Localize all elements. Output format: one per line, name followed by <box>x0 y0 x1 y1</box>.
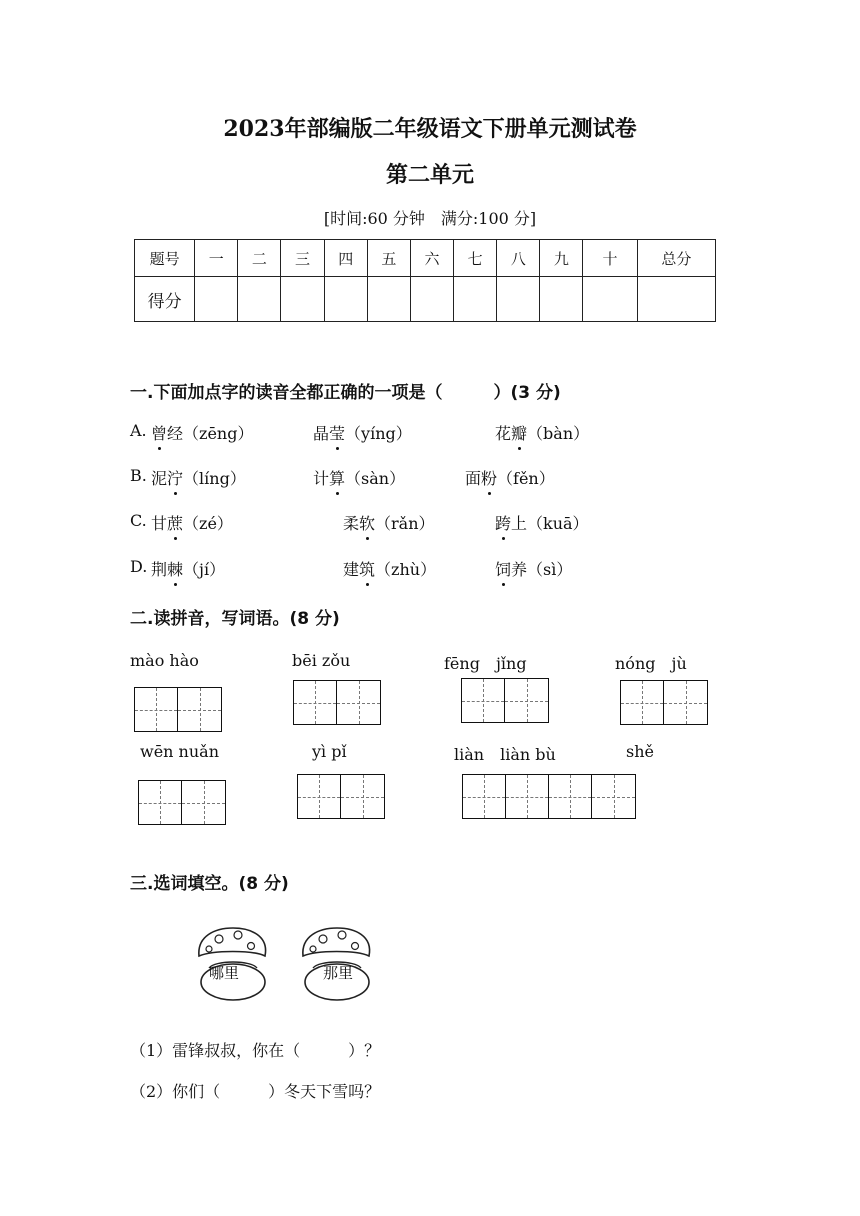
pinyin-label: shě <box>626 742 654 761</box>
writing-grid[interactable] <box>297 774 385 819</box>
option-c-item-1: 甘蔗（zé） <box>151 511 233 534</box>
score-table <box>134 239 716 322</box>
page-subtitle: 第二单元 <box>385 162 474 188</box>
option-b-item-3: 面粉（fěn） <box>465 466 555 489</box>
option-c-letter: C. <box>130 511 147 530</box>
writing-grid[interactable] <box>461 678 549 723</box>
score-table-col-total: 总分 <box>637 240 715 277</box>
writing-grid[interactable] <box>293 680 381 725</box>
option-a-item-1: 曾经（zēng） <box>151 421 253 444</box>
score-table-score-label: 得分 <box>135 277 195 322</box>
fill-question-2: （2）你们（ ）冬天下雪吗？ <box>130 1082 381 1101</box>
score-table-col: 九 <box>540 240 583 277</box>
writing-grid[interactable] <box>620 680 708 725</box>
option-c-item-3: 跨上（kuā） <box>495 511 589 534</box>
pinyin-label: liàn liàn bù <box>454 745 556 764</box>
time-score-info: [时间:60 分钟 满分:100 分] <box>323 209 537 228</box>
score-table-col: 二 <box>238 240 281 277</box>
score-cell[interactable] <box>583 277 637 322</box>
option-d-item-2: 建筑（zhù） <box>343 557 436 580</box>
score-table-col: 三 <box>281 240 324 277</box>
mushroom-word: 那里 <box>323 964 354 982</box>
section-2-title: 二.读拼音，写词语。(8 分) <box>130 609 340 629</box>
section-1-title: 一.下面加点字的读音全都正确的一项是（ ）(3 分) <box>130 383 561 403</box>
option-b-item-2: 计算（sàn） <box>313 466 405 489</box>
pinyin-label: nóng jù <box>615 654 687 673</box>
option-a-item-3: 花瓣（bàn） <box>495 421 589 444</box>
score-cell[interactable] <box>410 277 453 322</box>
score-cell[interactable] <box>367 277 410 322</box>
section-3-title: 三.选词填空。(8 分) <box>130 874 289 894</box>
option-a-item-2: 晶莹（yíng） <box>313 421 412 444</box>
option-c-item-2: 柔软（rǎn） <box>343 511 435 534</box>
score-table-col: 七 <box>454 240 497 277</box>
option-d-item-3: 饲养（sì） <box>495 557 572 580</box>
score-cell[interactable] <box>238 277 281 322</box>
score-cell[interactable] <box>281 277 324 322</box>
option-b-letter: B. <box>130 466 147 485</box>
writing-grid[interactable] <box>138 780 226 825</box>
score-table-col: 四 <box>324 240 367 277</box>
score-table-col: 一 <box>195 240 238 277</box>
pinyin-label: bēi zǒu <box>292 651 351 670</box>
score-cell[interactable] <box>195 277 238 322</box>
option-a-letter: A. <box>130 421 147 440</box>
score-cell-total[interactable] <box>637 277 715 322</box>
score-table-col: 八 <box>497 240 540 277</box>
score-cell[interactable] <box>324 277 367 322</box>
option-d-item-1: 荆棘（jí） <box>151 557 225 580</box>
score-table-col: 五 <box>367 240 410 277</box>
pinyin-label: fēng jǐng <box>444 654 527 673</box>
score-cell[interactable] <box>454 277 497 322</box>
option-d-letter: D. <box>130 557 148 576</box>
writing-grid[interactable] <box>134 687 222 732</box>
mushroom-word: 哪里 <box>209 964 240 982</box>
pinyin-label: wēn nuǎn <box>140 742 220 761</box>
pinyin-label: mào hào <box>130 651 199 670</box>
fill-question-1: （1）雷锋叔叔，你在（ ）？ <box>130 1041 381 1060</box>
pinyin-label: yì pǐ <box>312 742 347 761</box>
score-table-col: 十 <box>583 240 637 277</box>
score-cell[interactable] <box>540 277 583 322</box>
score-cell[interactable] <box>497 277 540 322</box>
score-table-header-label: 题号 <box>135 240 195 277</box>
option-b-item-1: 泥泞（líng） <box>151 466 246 489</box>
writing-grid[interactable] <box>462 774 636 819</box>
page-title: 2023年部编版二年级语文下册单元测试卷 <box>223 116 637 142</box>
score-table-col: 六 <box>410 240 453 277</box>
